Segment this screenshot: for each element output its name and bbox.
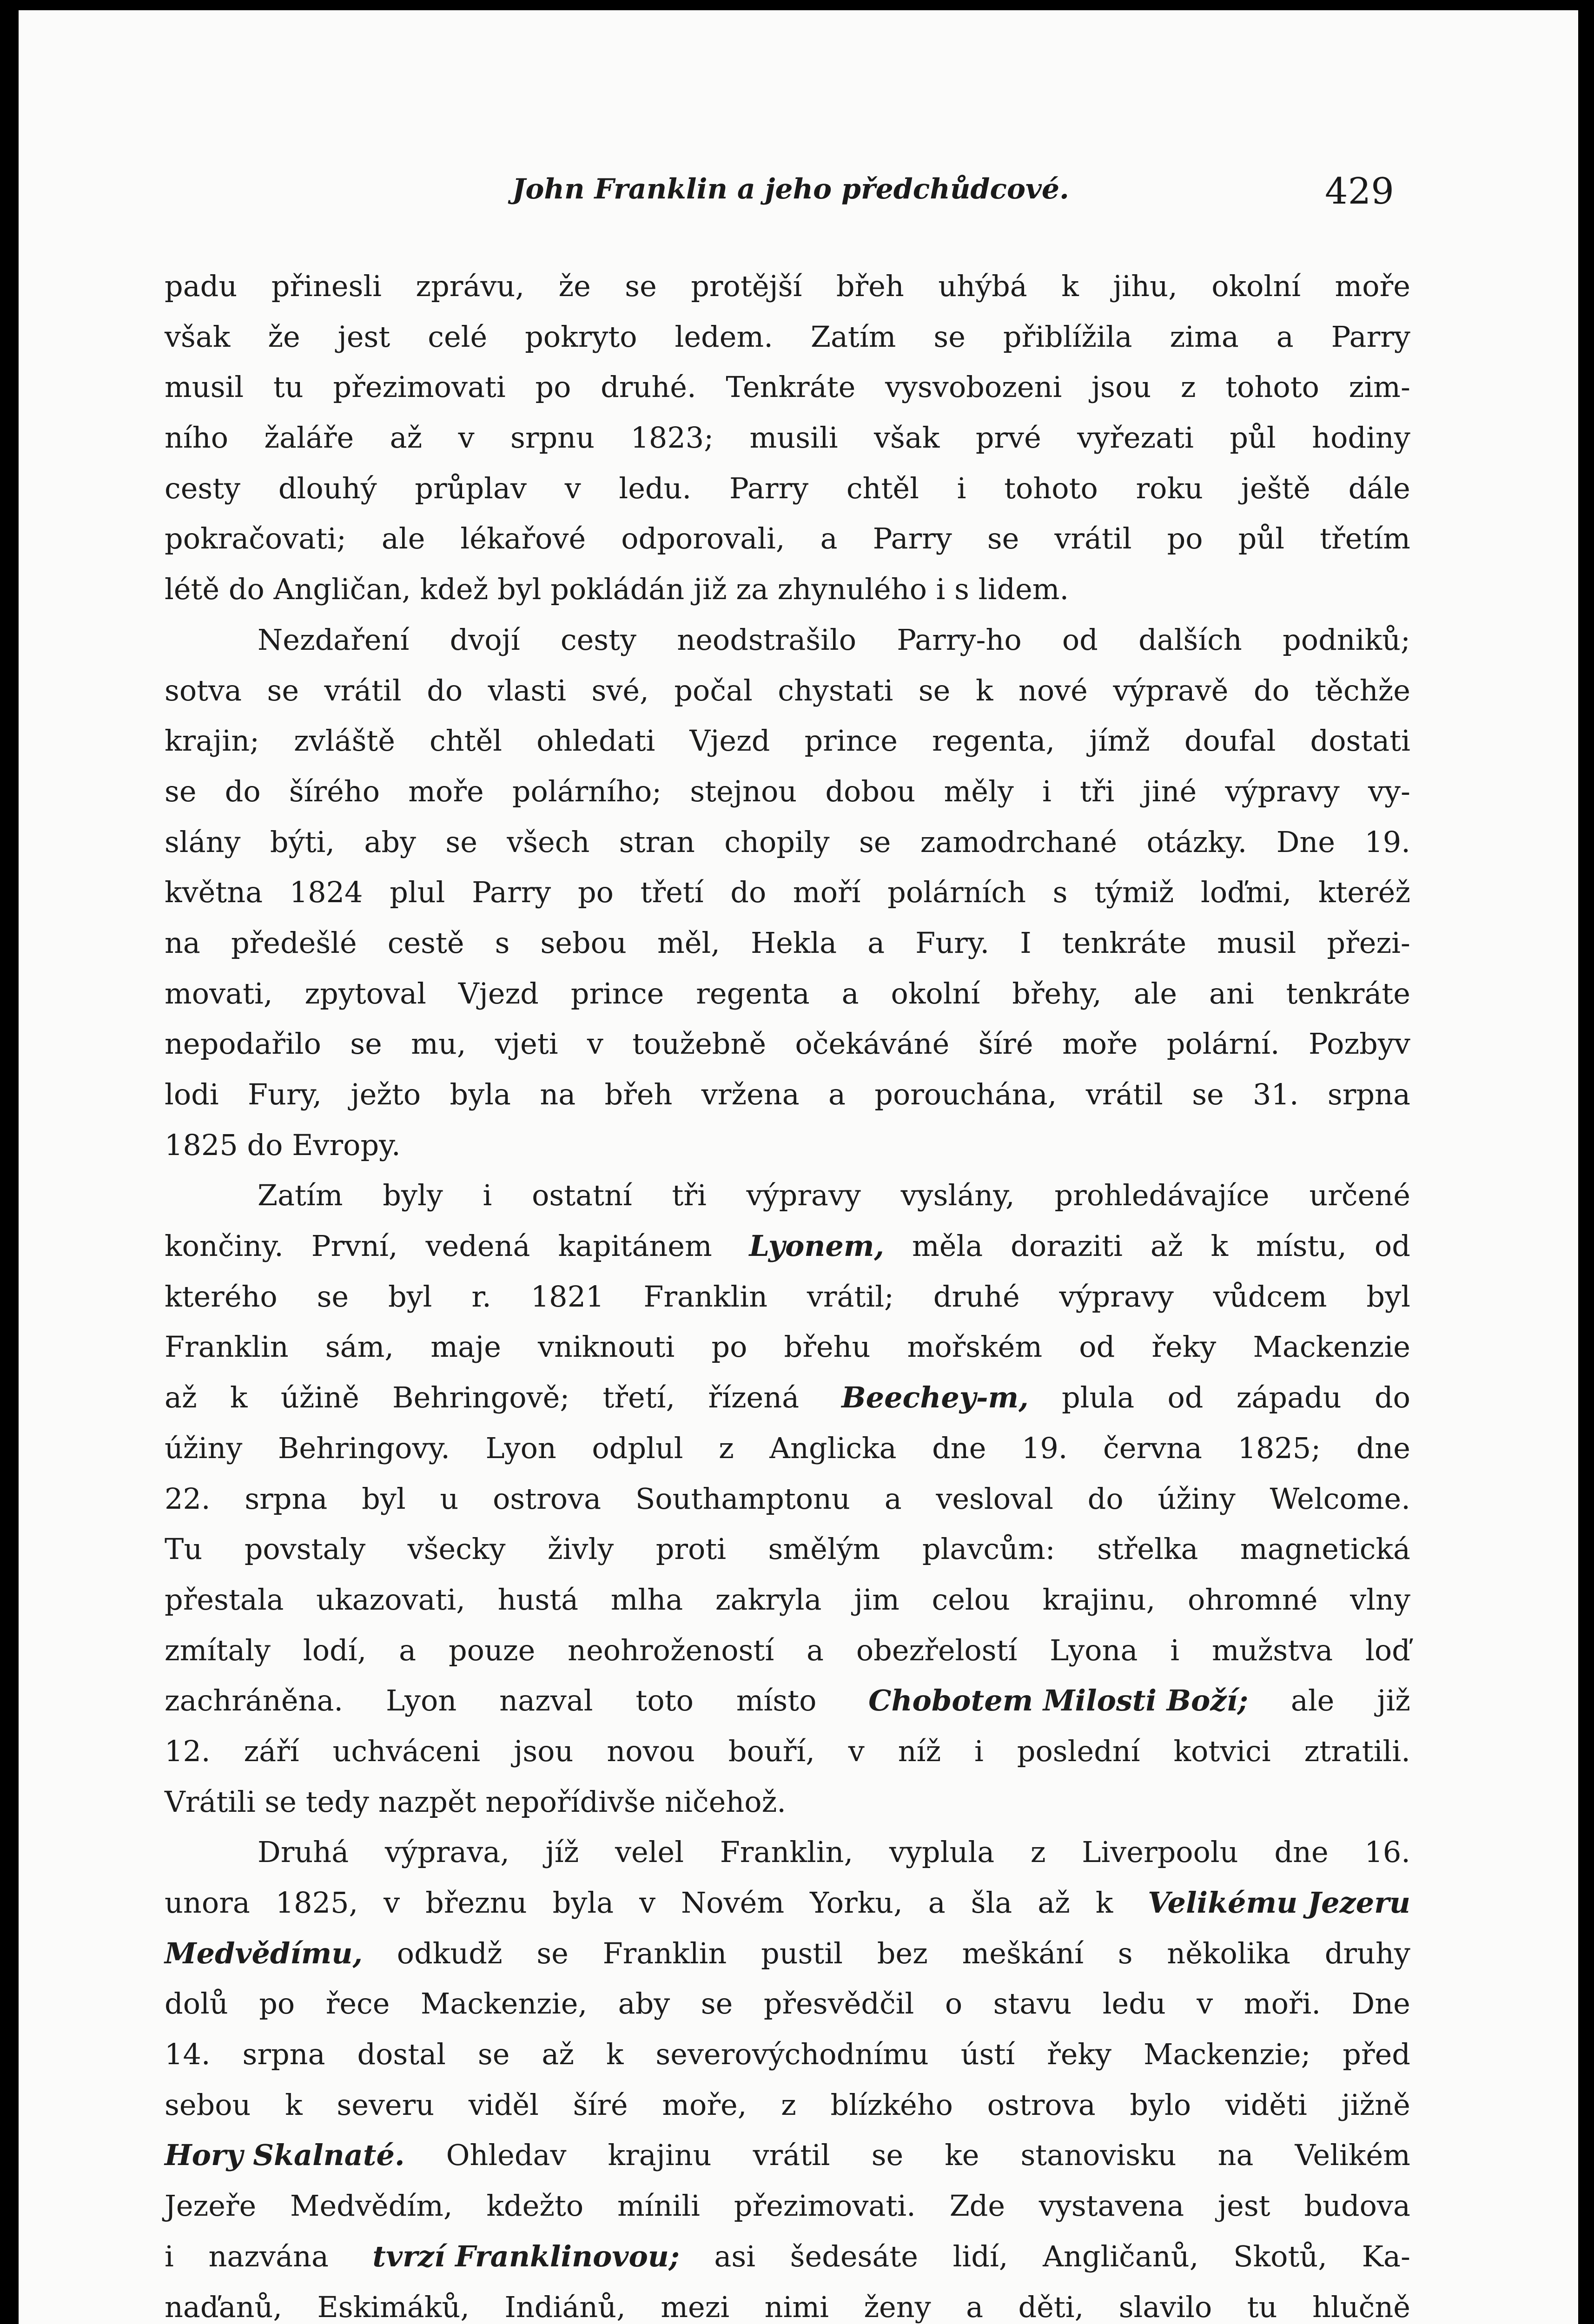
text-line: přestala ukazovati, hustá mlha zakryla jim celou krajinu, ohromné vlny [165, 1582, 1410, 1617]
text-line: slány býti, aby se všech stran chopily se zamodrchané otázky. Dne 19. [165, 825, 1410, 859]
text-line: na předešlé cestě s sebou měl, Hekla a Fury. I tenkráte musil přezi- [165, 925, 1410, 960]
text-line: pokračovati; ale lékařové odporovali, a Parry se vrátil po půl třetím [165, 522, 1410, 556]
text-line: musil tu přezimovati po druhé. Tenkráte vysvobozeni jsou z tohoto zim- [165, 370, 1410, 404]
emphasis-text: Chobotem Milosti Boží; [868, 1684, 1249, 1718]
text-line: krajin; zvláště chtěl ohledati Vjezd prince regenta, jímž doufal dostati [165, 724, 1410, 758]
text-line: Jezeře Medvědím, kdežto mínili přezimovati. Zde vystavena jest budova [165, 2189, 1410, 2223]
text-line: dolů po řece Mackenzie, aby se přesvědčil o stavu ledu v moři. Dne [165, 1987, 1410, 2021]
text-line: kterého se byl r. 1821 Franklin vrátil; druhé výpravy vůdcem byl [165, 1279, 1410, 1314]
text-line: Vrátili se tedy nazpět nepořídivše ničehož. [165, 1784, 786, 1819]
text-line: létě do Angličan, kdež byl pokládán již za zhynulého i s lidem. [165, 572, 1069, 607]
text-line: zmítaly lodí, a pouze neohrožeností a obezřelostí Lyona i mužstva loď [165, 1633, 1410, 1667]
text-line: května 1824 plul Parry po třetí do moří polárních s týmiž loďmi, kteréž [165, 875, 1410, 910]
text-line: až k úžině Behringově; třetí, řízená Beechey-m, plula od západu do [165, 1373, 1410, 1423]
text-line: Nezdaření dvojí cesty neodstrašilo Parry-ho od dalších podniků; [258, 622, 1410, 657]
text-line: sotva se vrátil do vlasti své, počal chystati se k nové výpravě do těchže [165, 673, 1410, 707]
text-line: se do šírého moře polárního; stejnou dobou měly i tři jiné výpravy vy- [165, 774, 1410, 808]
body-text [165, 261, 1410, 2324]
emphasis-text: Lyonem, [749, 1229, 885, 1263]
page-number: 429 [1325, 171, 1394, 212]
text-line: 1825 do Evropy. [165, 1128, 401, 1162]
text-line: zachráněna. Lyon nazval toto místo Chobotem Milosti Boží; ale již [165, 1676, 1410, 1726]
text-line: i nazvána tvrzí Franklinovou; asi šedesáte lidí, Angličanů, Skotů, Ka- [165, 2232, 1410, 2282]
text-line: úžiny Behringovy. Lyon odplul z Anglicka dne 19. června 1825; dne [165, 1431, 1410, 1465]
text-line: Zatím byly i ostatní tři výpravy vyslány, prohledávajíce určené [258, 1178, 1410, 1213]
text-line: unora 1825, v březnu byla v Novém Yorku, a šla až k Velikému Jezeru [165, 1878, 1410, 1928]
text-line: Tu povstaly všecky živly proti smělým plavcům: střelka magnetická [165, 1532, 1410, 1566]
text-line: 14. srpna dostal se až k severovýchodnímu ústí řeky Mackenzie; před [165, 2037, 1410, 2072]
text-line: však že jest celé pokryto ledem. Zatím se přiblížila zima a Parry [165, 319, 1410, 354]
text-line: Franklin sám, maje vniknouti po břehu mořském od řeky Mackenzie [165, 1330, 1410, 1364]
text-line: ního žaláře až v srpnu 1823; musili však prvé vyřezati půl hodiny [165, 421, 1410, 455]
emphasis-text: Medvědímu, [165, 1936, 363, 1970]
running-title: John Franklin a jeho předchůdcové. [512, 173, 1069, 205]
text-line: 22. srpna byl u ostrova Southamptonu a vesloval do úžiny Welcome. [165, 1481, 1410, 1516]
text-line: sebou k severu viděl šíré moře, z blízkého ostrova bylo viděti jižně [165, 2087, 1410, 2122]
text-line: Druhá výprava, jíž velel Franklin, vyplula z Liverpoolu dne 16. [258, 1835, 1410, 1869]
emphasis-text: Beechey-m, [841, 1380, 1029, 1415]
emphasis-text: Hory Skalnaté. [165, 2138, 405, 2172]
text-line: cesty dlouhý průplav v ledu. Parry chtěl i tohoto roku ještě dále [165, 471, 1410, 505]
running-head [19, 168, 1578, 219]
text-line: Medvědímu, odkudž se Franklin pustil bez meškání s několika druhy [165, 1928, 1410, 1979]
emphasis-text: tvrzí Franklinovou; [372, 2239, 680, 2273]
text-line: končiny. První, vedená kapitánem Lyonem, měla doraziti až k místu, od [165, 1221, 1410, 1272]
text-line: lodi Fury, ježto byla na břeh vržena a porouchána, vrátil se 31. srpna [165, 1077, 1410, 1111]
text-line: 12. září uchváceni jsou novou bouří, v níž i poslední kotvici ztratili. [165, 1734, 1410, 1768]
text-line: naďanů, Eskimáků, Indiánů, mezi nimi ženy a děti, slavilo tu hlučně [165, 2290, 1410, 2324]
emphasis-text: Velikému Jezeru [1148, 1886, 1410, 1920]
text-line: Hory Skalnaté. Ohledav krajinu vrátil se ke stanovisku na Velikém [165, 2130, 1410, 2181]
text-line: movati, zpytoval Vjezd prince regenta a okolní břehy, ale ani tenkráte [165, 976, 1410, 1010]
text-line: nepodařilo se mu, vjeti v toužebně očekáváné šíré moře polární. Pozbyv [165, 1027, 1410, 1061]
book-page [19, 10, 1578, 2324]
text-line: padu přinesli zprávu, že se protější břeh uhýbá k jihu, okolní moře [165, 269, 1410, 303]
